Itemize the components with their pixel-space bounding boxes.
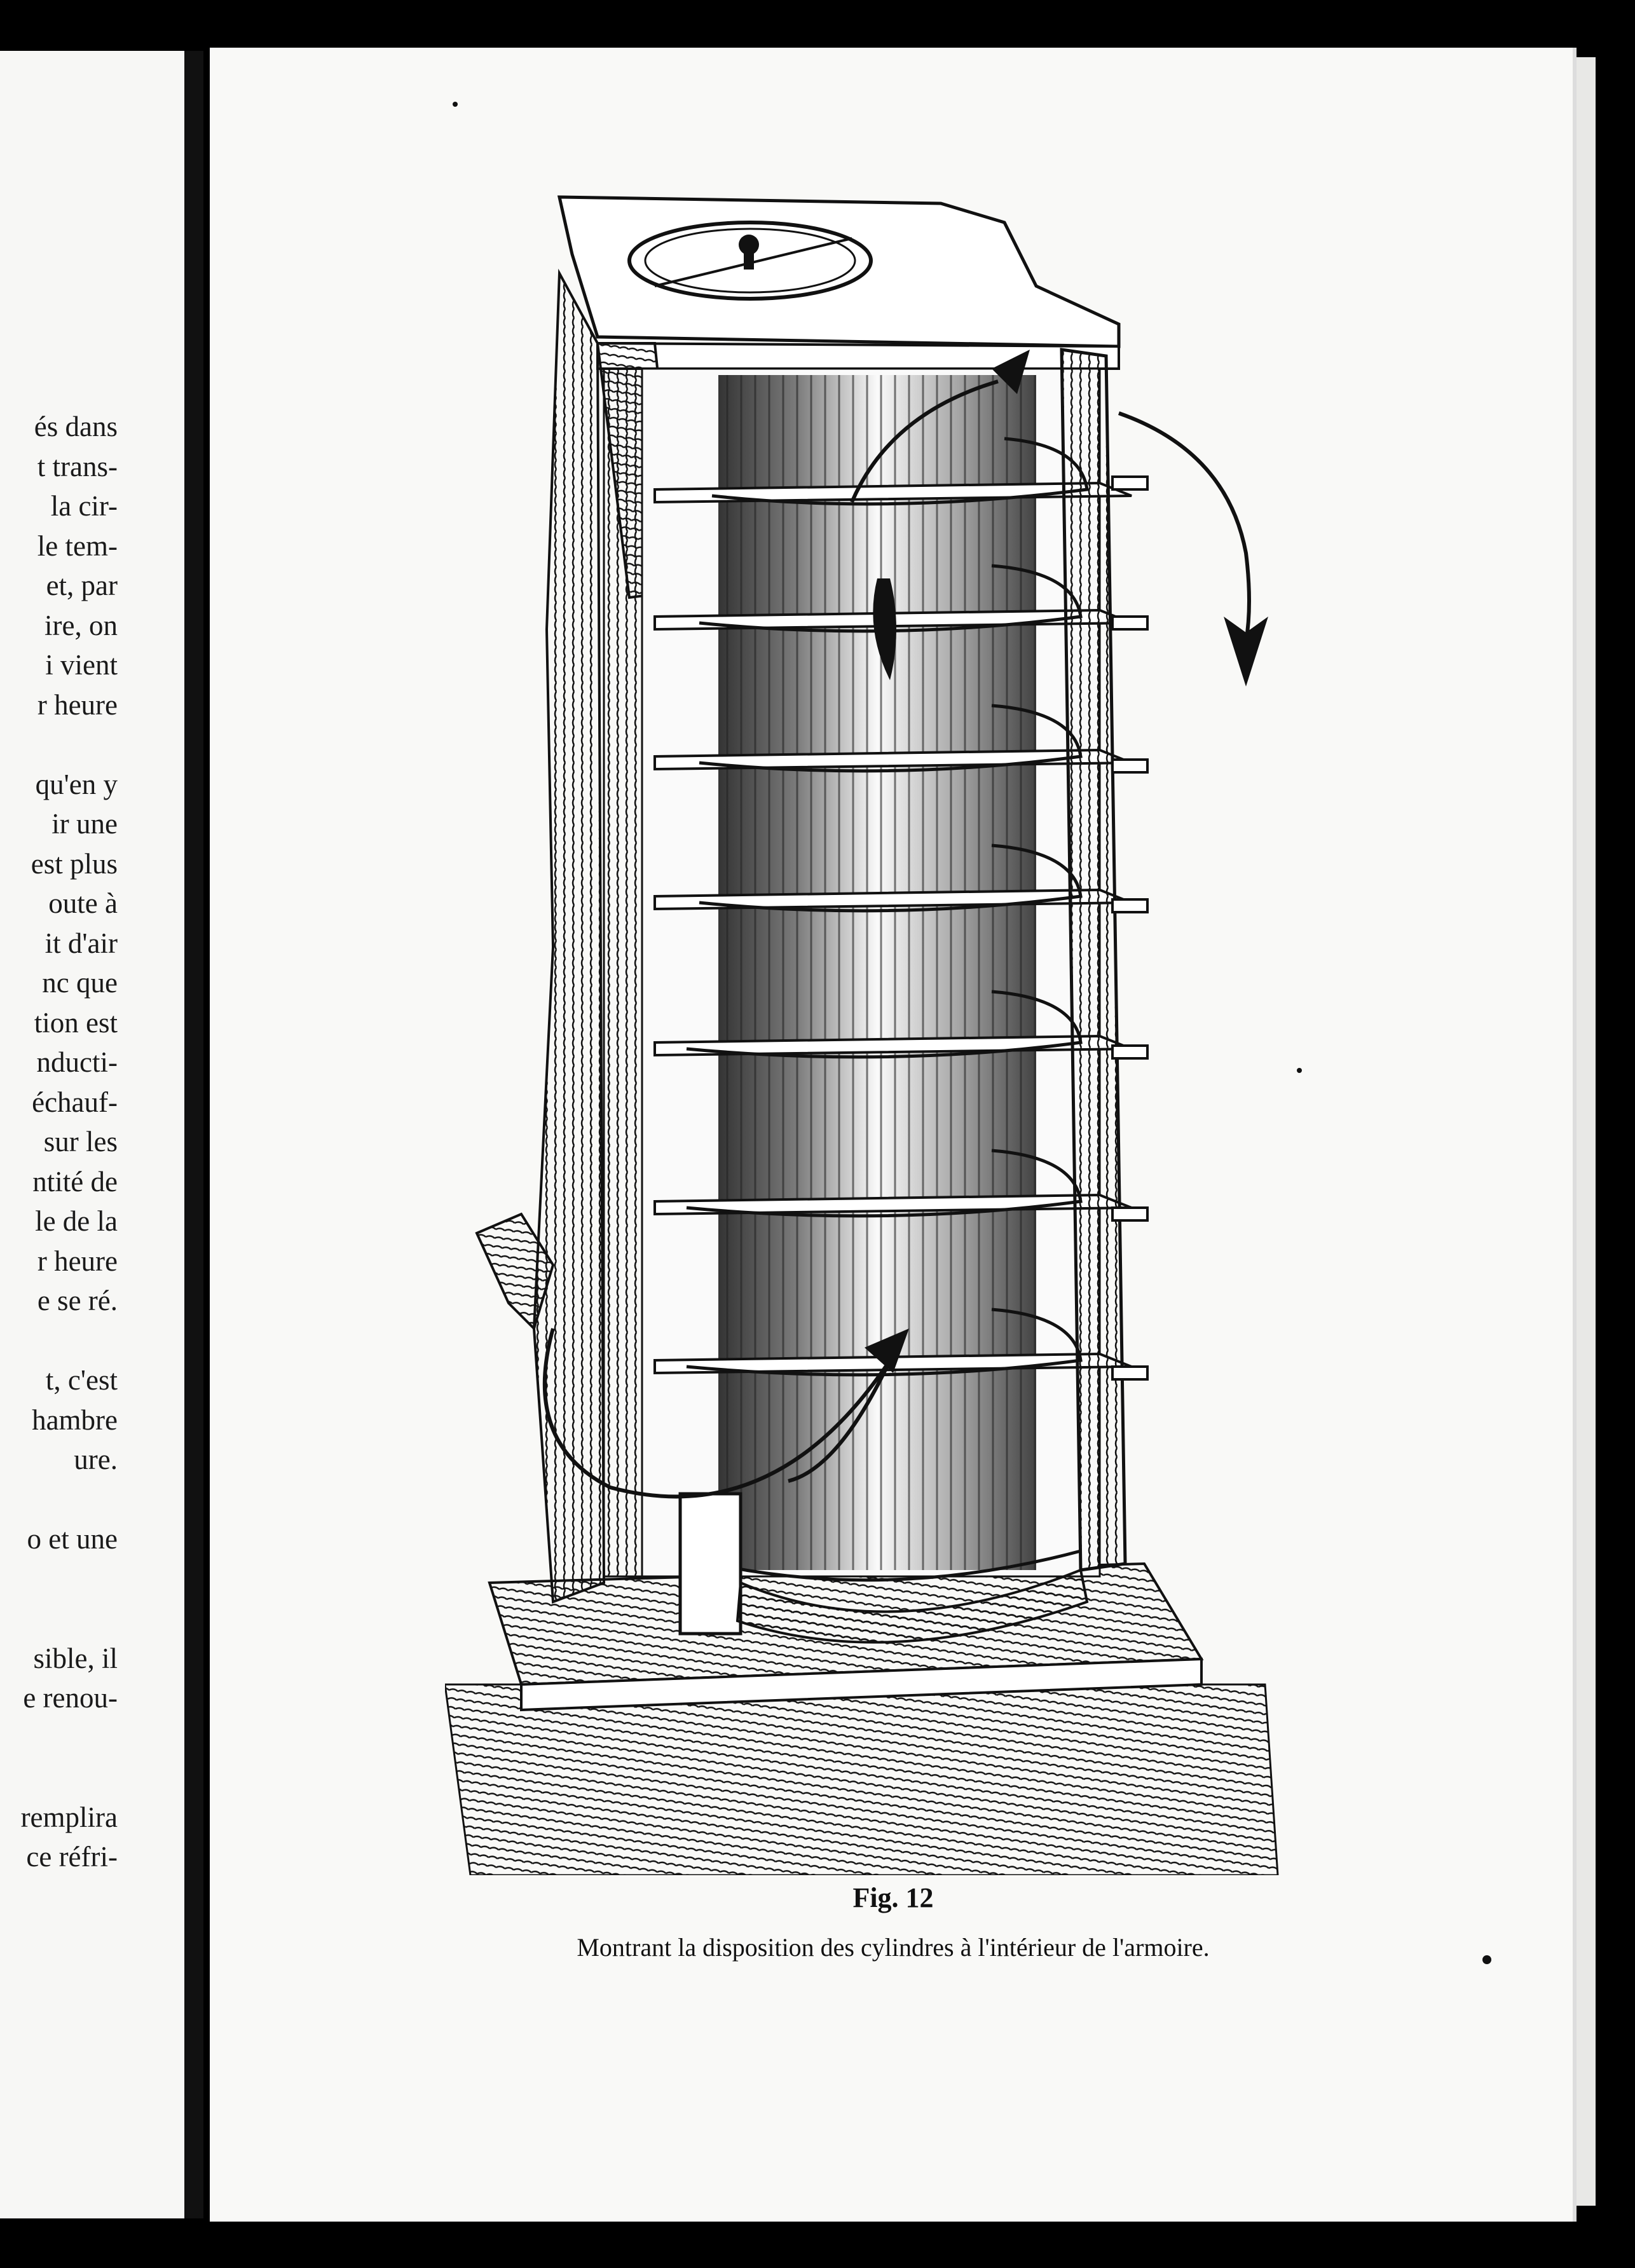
left-page-line: échauf-: [32, 1086, 118, 1118]
page-edge: [1577, 57, 1596, 2206]
cabinet-cylinder-illustration: [445, 184, 1303, 1875]
left-page-line: o et une: [27, 1523, 118, 1555]
left-page-text: [0, 407, 118, 1877]
left-page-line: [0, 1599, 118, 1639]
left-page-line: oute à: [48, 887, 118, 919]
left-page-line: és dans: [34, 411, 118, 442]
left-page-line: tion est: [34, 1006, 118, 1039]
left-page-line: remplira: [20, 1801, 118, 1833]
left-page-line: r heure: [37, 688, 118, 721]
left-page-line: t trans-: [37, 450, 118, 482]
figure-number: Fig. 12: [852, 1882, 934, 1913]
left-page-line: ure.: [74, 1444, 118, 1475]
left-page-line: [0, 1718, 118, 1758]
left-page-line: le tem-: [37, 529, 118, 562]
left-page-line: ir une: [51, 808, 118, 840]
left-page-line: [0, 1321, 118, 1361]
left-page-line: e renou-: [23, 1682, 118, 1714]
left-page-line: [0, 1758, 118, 1798]
figure-caption: Montrant la disposition des cylindres à l'intérieur de l'armoire.: [577, 1933, 1210, 1962]
book-gutter: [184, 51, 203, 2218]
left-page-line: e se ré.: [37, 1285, 118, 1316]
left-page-line: it d'air: [44, 927, 118, 959]
left-page-line: [0, 725, 118, 765]
left-page-line: ce réfri-: [26, 1841, 118, 1873]
left-page-line: le de la: [35, 1205, 118, 1237]
print-speck: [1297, 1068, 1302, 1073]
left-page-line: [0, 1480, 118, 1520]
left-page-line: la cir-: [50, 490, 118, 522]
left-page-line: i vient: [45, 649, 118, 681]
left-page-line: ire, on: [44, 609, 118, 641]
left-page-line: ntité de: [32, 1165, 118, 1198]
left-page-line: sible, il: [33, 1642, 118, 1674]
left-page-line: est plus: [31, 847, 118, 880]
left-page-line: [0, 1559, 118, 1599]
left-page-line: t, c'est: [45, 1364, 118, 1396]
left-page: [0, 51, 184, 2218]
left-page-line: et, par: [46, 570, 118, 601]
left-page-line: qu'en y: [35, 768, 118, 800]
left-page-line: nducti-: [36, 1046, 118, 1078]
left-page-line: r heure: [37, 1245, 118, 1277]
left-page-line: nc que: [42, 967, 118, 999]
left-page-line: sur les: [43, 1126, 118, 1158]
print-speck: [453, 102, 458, 107]
print-speck: [1482, 1955, 1491, 1964]
left-page-line: hambre: [32, 1404, 118, 1436]
